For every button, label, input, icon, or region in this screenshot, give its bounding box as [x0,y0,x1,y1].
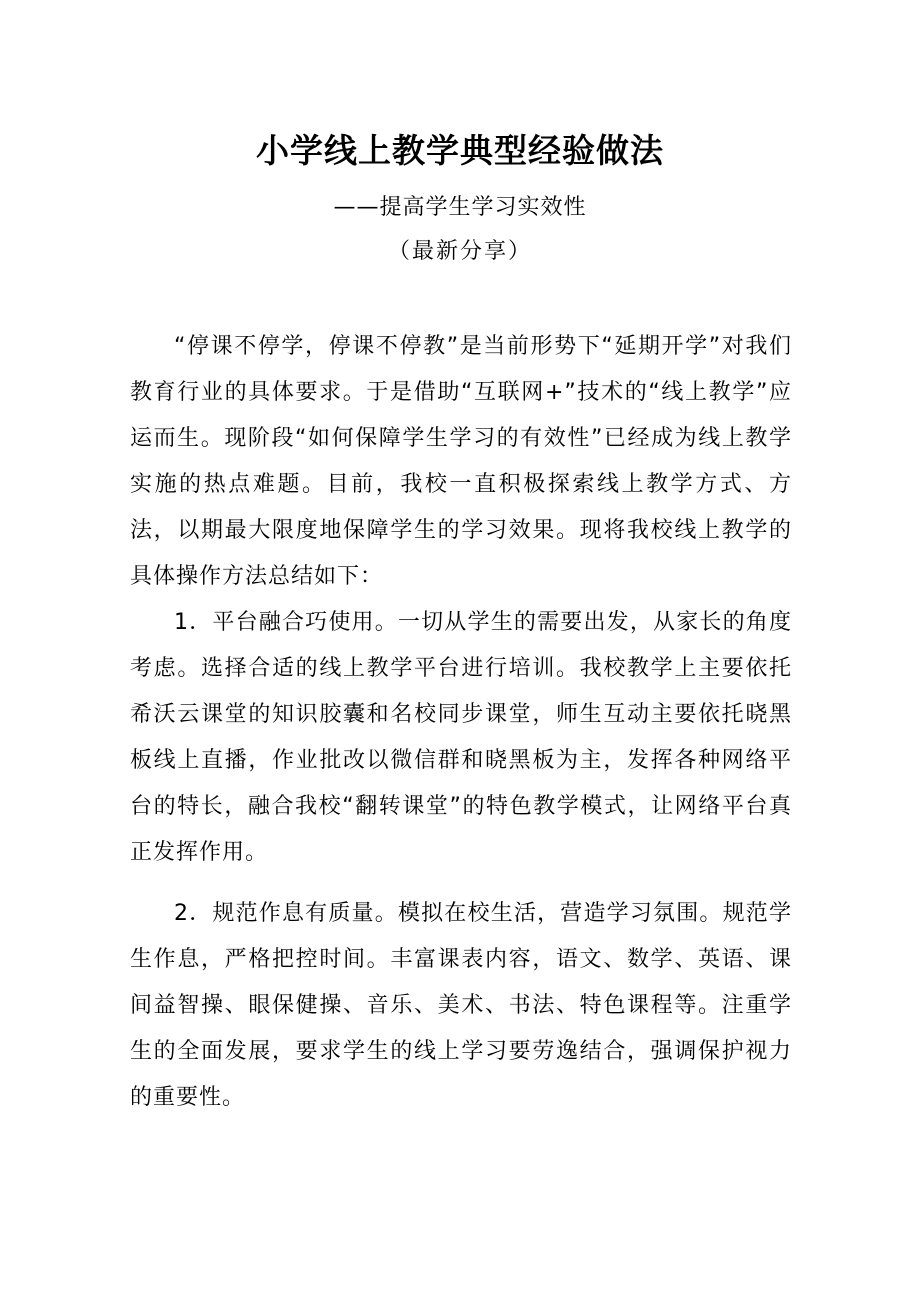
paragraph-schedule: 2．规范作息有质量。模拟在校生活，营造学习氛围。规范学生作息，严格把控时间。丰富课表内容，语文、数学、英语、课间益智操、眼保健操、音乐、美术、书法、特色课程等。注重学生的全面发展，要求学生的线上学习要劳逸结合，强调保护视力的重要性。 [130,901,792,1110]
paragraph-platform: 1．平台融合巧使用。一切从学生的需要出发，从家长的角度考虑。选择合适的线上教学平台进行培训。我校教学上主要依托希沃云课堂的知识胶囊和名校同步课堂，师生互动主要依托晓黑板线上直播，作业批改以微信群和晓黑板为主，发挥各种网络平台的特长，融合我校“翻转课堂”的特色教学模式，让网络平台真正发挥作用。 [130,610,792,865]
document-title: 小学线上教学典型经验做法 [256,131,664,170]
paragraph-intro: “停课不停学，停课不停教”是当前形势下“延期开学”对我们教育行业的具体要求。于是借助“互联网+”技术的“线上教学”应运而生。现阶段“如何保障学生学习的有效性”已经成为线上教学实施的热点难题。目前，我校一直积极探索线上教学方式、方法，以期最大限度地保障学生的学习效果。现将我校线上教学的具体操作方法总结如下： [130,334,792,589]
document-subtitle-note: （最新分享） [387,239,532,264]
document-subtitle: ——提高学生学习实效性 [333,195,587,220]
